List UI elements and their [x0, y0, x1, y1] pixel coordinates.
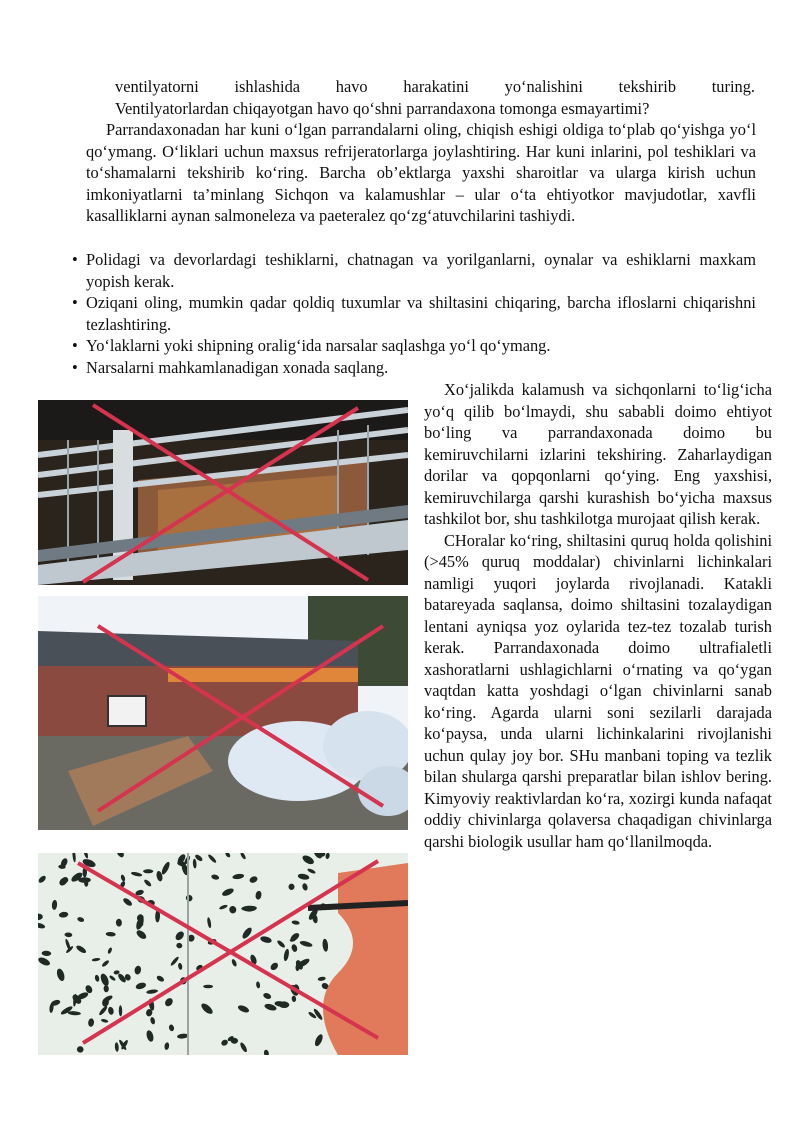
bullet-list — [72, 249, 756, 378]
main-paragraph: Parrandaxonadan har kuni o‘lgan parrandalarni oling, chiqish eshigi oldiga to‘plab qo‘yishga yo‘l qo‘ymang. O‘liklari uchun maxsus refrijeratorlarga joylashtiring. Har kuni inlarini, pol teshiklari va to‘shamalarni tekshirib ko‘ring. Barcha ob’ektlarga yaxshi sharoitlar va ularga kirish uchun imkoniyatlarni ta’minlang Sichqon va kalamushlar – ular o‘ta ehtiyotkor mavjudotlar, xavfli kasalliklarni aynan salmoneleza va paeteralez qo‘zg‘atuvchilarini tashiydi. — [86, 120, 756, 225]
list-item — [72, 292, 756, 335]
bullet-icon: • — [72, 336, 78, 355]
bullet-icon: • — [72, 250, 78, 269]
list-item — [72, 249, 756, 292]
right-column-text — [424, 379, 772, 852]
list-item-text: Oziqani oling, mumkin qadar qoldiq tuxumlar va shiltasini chiqaring, barcha ifloslarni chiqarishni tezlashtiring. — [86, 293, 756, 334]
list-item — [72, 335, 756, 357]
bullet-icon: • — [72, 357, 78, 377]
flies-trap-photo — [38, 853, 408, 1055]
list-item — [72, 357, 756, 379]
top-paragraph-line-2: Ventilyatorlardan chiqayotgan havo qo‘shni parrandaxona tomonga esmayartimi? — [115, 98, 650, 118]
fly-control-paragraph: CHoralar ko‘ring, shiltasini quruq holda qolishini (>45% quruq moddalar) chivinlarni lichinkalari namligi yuqori joylarda rivojlanadi. Katakli batareyada saqlansa, doimo shiltasini tozalaydigan lentani ayniqsa yoz oylarida tez-tez tozalab turish kerak. Parrandaxonada doimo ultrafialetli xashoratlarni ushlagichlarni o‘rnating va qo‘ygan vaqtdan katta yoshdagi o‘lgan chivinlarni sanab ko‘ring. Agarda ularni soni sezilarli darajada ko‘paysa, unda ularni lichinkalarini rivojlanishi uchun qulay joy bor. SHu manbani toping va tezlik bilan shularga qarshi preparatlar bilan ishlov bering. Kimyoviy reaktivlardan ko‘ra, xozirgi kunda nafaqat oddiy chivinlarga qolaversa chaqadigan chivinlarga qarshi biologik usullar ham qo‘llanilmoqda. — [424, 530, 772, 851]
list-item-text: Yo‘laklarni yoki shipning oralig‘ida narsalar saqlashga yo‘l qo‘ymang. — [86, 336, 551, 355]
rodent-control-paragraph: Xo‘jalikda kalamush va sichqonlarni to‘lig‘icha yo‘q qilib bo‘lmaydi, shu sababli doimo ehtiyot bo‘ling va parrandaxonada doimo bu kemiruvchilarni izlarini tekshiring. Zaharlaydigan dorilar va qopqonlarni qo‘ying. Eng yaxshisi, kemiruvchilarga qarshi kurashish bo‘yicha maxsus tashkilot bor, shu tashkilotga murojaat qilish kerak. — [424, 380, 772, 528]
cage-battery-photo — [38, 400, 408, 585]
top-paragraph — [115, 76, 755, 119]
list-item-text: Narsalarni mahkamlanadigan xonada saqlang. — [86, 357, 389, 377]
bullet-icon: • — [72, 293, 78, 312]
farm-building-photo — [38, 596, 408, 830]
top-paragraph-line-1: ventilyatorni ishlashida havo harakatini yo‘nalishini tekshirib turing. — [115, 77, 755, 96]
list-item-text: Polidagi va devorlardagi teshiklarni, chatnagan va yorilganlarni, oynalar va eshiklarni maxkam yopish kerak. — [86, 250, 756, 291]
